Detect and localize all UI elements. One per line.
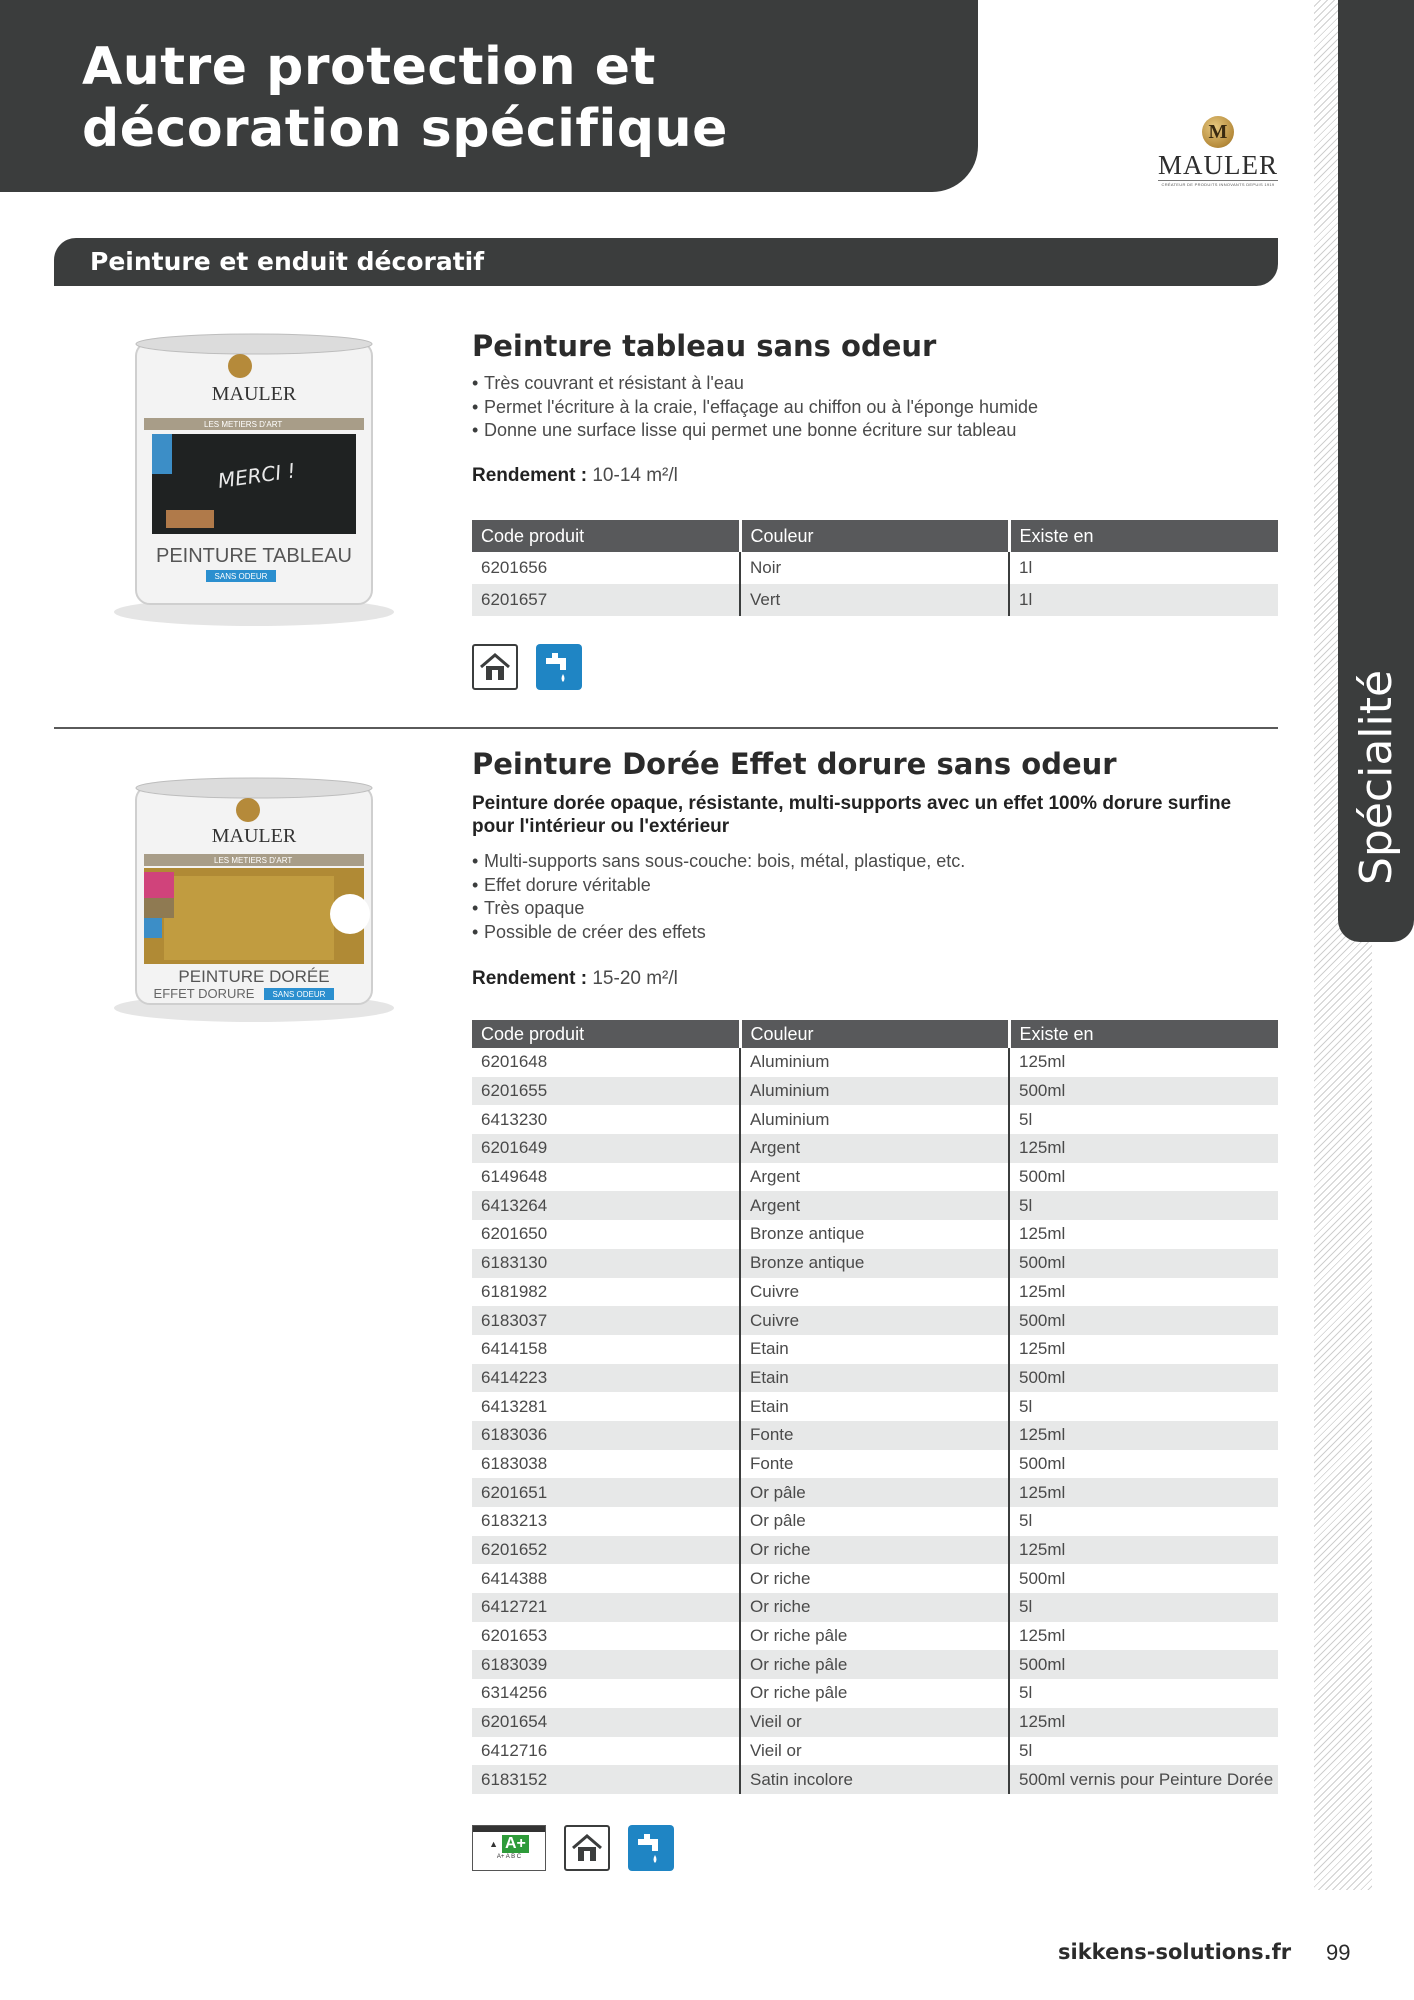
product1-yield-value: 10-14 m²/l: [592, 464, 678, 486]
cell-size: 125ml: [1019, 1052, 1066, 1072]
page-title-line-1: Autre protection et: [82, 37, 656, 97]
cell-color: Or riche pâle: [740, 1679, 1009, 1708]
table-row: [472, 552, 1278, 584]
can2-product-sub: EFFET DORURE: [153, 986, 255, 1001]
cell-size: 500ml: [1019, 1568, 1066, 1588]
water-based-tap-icon: [536, 644, 582, 690]
table-row: [472, 1708, 1278, 1737]
cell-color: Cuivre: [740, 1278, 1009, 1307]
cell-color: Vieil or: [740, 1737, 1009, 1766]
table-row: [472, 1364, 1278, 1393]
cell-code: 6201650: [472, 1220, 740, 1249]
page-title-line-2: décoration spécifique: [82, 99, 728, 159]
section-divider: [54, 727, 1278, 729]
product2-feature: • Très opaque: [472, 897, 1278, 921]
cell-size: 500ml: [1009, 1650, 1278, 1679]
product1-table: [472, 520, 1278, 616]
page-number: 99: [1326, 1940, 1351, 1965]
page-title: [82, 36, 728, 160]
cell-code: 6149648: [472, 1163, 740, 1192]
product2-feature: • Effet dorure véritable: [472, 874, 1278, 898]
cell-color: Or pâle: [740, 1478, 1009, 1507]
column-header-code: Code produit: [472, 1020, 740, 1048]
product-chalkboard-paint: [472, 328, 1278, 487]
cell-color: Vieil or: [740, 1708, 1009, 1737]
water-based-tap-icon: [628, 1825, 674, 1871]
cell-code: 6183213: [472, 1507, 740, 1536]
table-row: [472, 1278, 1278, 1307]
cell-color: Satin incolore: [740, 1765, 1009, 1794]
cell-size: 5l: [1019, 1740, 1033, 1760]
table-row: [472, 1536, 1278, 1565]
emission-scale: A+ A B C: [496, 1854, 522, 1860]
cell-size: 5l: [1019, 1511, 1033, 1531]
cell-size: 125ml: [1009, 1536, 1278, 1565]
cell-color: Etain: [740, 1335, 1009, 1364]
table-row: [472, 1737, 1278, 1766]
cell-code: 6201648: [472, 1048, 740, 1077]
product2-table: [472, 1020, 1278, 1794]
brand-name: MAULER: [1158, 150, 1278, 180]
cell-color: Or riche pâle: [740, 1622, 1009, 1651]
cell-code: 6412721: [472, 1593, 740, 1622]
product2-feature: • Multi-supports sans sous-couche: bois, métal, plastique, etc.: [472, 850, 1278, 874]
table-row: [472, 1220, 1278, 1249]
section-title: Peinture et enduit décoratif: [90, 247, 485, 276]
cell-color: Fonte: [740, 1421, 1009, 1450]
table-row: [472, 1478, 1278, 1507]
cell-size: 500ml: [1019, 1453, 1066, 1473]
cell-color: Etain: [740, 1392, 1009, 1421]
cell-code: 6413264: [472, 1191, 740, 1220]
table-row: [472, 584, 1278, 616]
table-row: [472, 1593, 1278, 1622]
table-header-row: [472, 1020, 1278, 1048]
product1-yield: [472, 465, 1278, 487]
cell-color: Bronze antique: [740, 1249, 1009, 1278]
cell-code: 6201651: [472, 1478, 740, 1507]
table-row: [472, 1421, 1278, 1450]
cell-size: 5l: [1019, 1109, 1033, 1129]
cell-color: Argent: [740, 1163, 1009, 1192]
table-header-row: [472, 520, 1278, 552]
product-image-gold-paint: [104, 776, 404, 1026]
product2-yield: [472, 968, 1278, 990]
cell-code: 6201652: [472, 1536, 740, 1565]
product1-feature: • Très couvrant et résistant à l'eau: [472, 372, 1278, 396]
product2-yield-value: 15-20 m²/l: [592, 968, 678, 989]
section-header: [54, 238, 1278, 286]
cell-color: Etain: [740, 1364, 1009, 1393]
column-header-color: Couleur: [740, 1020, 1009, 1048]
can2-brand: MAULER: [211, 825, 297, 847]
column-header-size: Existe en: [1009, 520, 1278, 552]
cell-size: 1l: [1009, 584, 1278, 616]
cell-size: 500ml: [1009, 1306, 1278, 1335]
table-row: [472, 1765, 1278, 1794]
table-row: [472, 1249, 1278, 1278]
cell-code: 6183152: [472, 1765, 740, 1794]
emission-label-icon: ▲ A+ A+ A B C: [472, 1825, 546, 1871]
can1-brand: MAULER: [211, 383, 297, 405]
can1-line: LES METIERS D'ART: [204, 420, 283, 429]
cell-color: Aluminium: [740, 1105, 1009, 1134]
cell-size: 125ml: [1009, 1134, 1278, 1163]
cell-code: 6183130: [472, 1249, 740, 1278]
product2-intro: Peinture dorée opaque, résistante, multi-supports avec un effet 100% dorure surfine pour l'intérieur ou l'extérieur: [472, 793, 1232, 837]
product1-features: [472, 372, 1278, 443]
can1-badge: SANS ODEUR: [214, 572, 268, 581]
cell-color: Aluminium: [740, 1077, 1009, 1106]
cell-code: 6412716: [472, 1737, 740, 1766]
cell-color: Bronze antique: [740, 1220, 1009, 1249]
cell-size: 125ml: [1019, 1281, 1066, 1301]
table-row: [472, 1392, 1278, 1421]
can2-line: LES METIERS D'ART: [214, 856, 293, 865]
cell-color: Or riche: [740, 1564, 1009, 1593]
table-row: [472, 1507, 1278, 1536]
cell-code: 6413281: [472, 1392, 740, 1421]
cell-code: 6413230: [472, 1105, 740, 1134]
cell-code: 6201655: [472, 1077, 740, 1106]
cell-size: 500ml: [1019, 1167, 1066, 1187]
cell-size: 5l: [1009, 1191, 1278, 1220]
product1-title: Peinture tableau sans odeur: [472, 329, 937, 363]
cell-code: 6183038: [472, 1450, 740, 1479]
cell-size: 1l: [1019, 558, 1033, 577]
cell-code: 6183036: [472, 1421, 740, 1450]
cell-size: 125ml: [1009, 1478, 1278, 1507]
header-banner: [0, 0, 978, 192]
product-gold-paint: [472, 746, 1278, 990]
cell-code: 6414158: [472, 1335, 740, 1364]
can1-board-text: MERCI !: [216, 458, 297, 493]
column-header-code: Code produit: [472, 520, 740, 552]
table-row: [472, 1105, 1278, 1134]
cell-color: Vert: [740, 584, 1009, 616]
cell-code: 6183039: [472, 1650, 740, 1679]
cell-color: Or riche pâle: [740, 1650, 1009, 1679]
cell-size: 5l: [1019, 1683, 1033, 1703]
product2-features: [472, 850, 1278, 944]
cell-color: Or riche: [740, 1536, 1009, 1565]
table-row: [472, 1048, 1278, 1077]
cell-size: 125ml: [1019, 1224, 1066, 1244]
table-row: [472, 1134, 1278, 1163]
table-row: [472, 1450, 1278, 1479]
cell-color: Cuivre: [740, 1306, 1009, 1335]
column-header-color: Couleur: [740, 520, 1009, 552]
cell-size: 500ml: [1009, 1249, 1278, 1278]
emission-grade: A+: [502, 1835, 529, 1853]
cell-color: Or riche: [740, 1593, 1009, 1622]
side-tab-label: [1340, 811, 1414, 885]
cell-size: 125ml: [1009, 1421, 1278, 1450]
indoor-use-house-icon: [472, 644, 518, 690]
cell-color: Argent: [740, 1191, 1009, 1220]
cell-code: 6181982: [472, 1278, 740, 1307]
can2-badge: SANS ODEUR: [272, 990, 326, 999]
cell-color: Or pâle: [740, 1507, 1009, 1536]
product1-feature: • Permet l'écriture à la craie, l'effaçage au chiffon ou à l'éponge humide: [472, 396, 1278, 420]
cell-code: 6201649: [472, 1134, 740, 1163]
brand-logo: [1158, 116, 1278, 187]
table-row: [472, 1622, 1278, 1651]
cell-size: 500ml vernis pour Peinture Dorée: [1009, 1765, 1278, 1794]
product2-feature: • Possible de créer des effets: [472, 921, 1278, 945]
cell-code: 6414388: [472, 1564, 740, 1593]
table-row: [472, 1306, 1278, 1335]
table-row: [472, 1564, 1278, 1593]
cell-size: 125ml: [1019, 1339, 1066, 1359]
table-row: [472, 1077, 1278, 1106]
cell-code: 6414223: [472, 1364, 740, 1393]
cell-size: 500ml: [1009, 1077, 1278, 1106]
cell-code: 6201653: [472, 1622, 740, 1651]
cell-size: 5l: [1019, 1396, 1033, 1416]
table-row: [472, 1335, 1278, 1364]
product1-feature: • Donne une surface lisse qui permet une bonne écriture sur tableau: [472, 419, 1278, 443]
can1-product-name: PEINTURE TABLEAU: [156, 545, 352, 567]
product2-icons: [472, 1825, 674, 1871]
indoor-use-house-icon: [564, 1825, 610, 1871]
cell-code: 6201656: [472, 552, 740, 584]
table-row: [472, 1191, 1278, 1220]
table-row: [472, 1163, 1278, 1192]
cell-color: Aluminium: [740, 1048, 1009, 1077]
product1-yield-label: Rendement :: [472, 464, 588, 486]
column-header-size: Existe en: [1009, 1020, 1278, 1048]
footer-url[interactable]: sikkens-solutions.fr: [1058, 1940, 1292, 1964]
cell-size: 500ml: [1009, 1364, 1278, 1393]
cell-code: 6201654: [472, 1708, 740, 1737]
cell-code: 6183037: [472, 1306, 740, 1335]
product-image-chalkboard-paint: [104, 330, 404, 630]
cell-code: 6314256: [472, 1679, 740, 1708]
cell-color: Argent: [740, 1134, 1009, 1163]
table-row: [472, 1679, 1278, 1708]
cell-code: 6201657: [472, 584, 740, 616]
cell-color: Fonte: [740, 1450, 1009, 1479]
brand-medal-icon: M: [1202, 116, 1234, 148]
product1-icons: [472, 644, 582, 690]
can2-product-name: PEINTURE DORÉE: [178, 967, 330, 986]
brand-tagline: CRÉATEUR DE PRODUITS INNOVANTS DEPUIS 1919: [1158, 180, 1278, 187]
cell-color: Noir: [740, 552, 1009, 584]
cell-size: 5l: [1009, 1593, 1278, 1622]
product2-yield-label: Rendement :: [472, 968, 588, 989]
cell-size: 125ml: [1009, 1708, 1278, 1737]
table-row: [472, 1650, 1278, 1679]
cell-size: 125ml: [1019, 1626, 1066, 1646]
product2-title: Peinture Dorée Effet dorure sans odeur: [472, 747, 1117, 781]
